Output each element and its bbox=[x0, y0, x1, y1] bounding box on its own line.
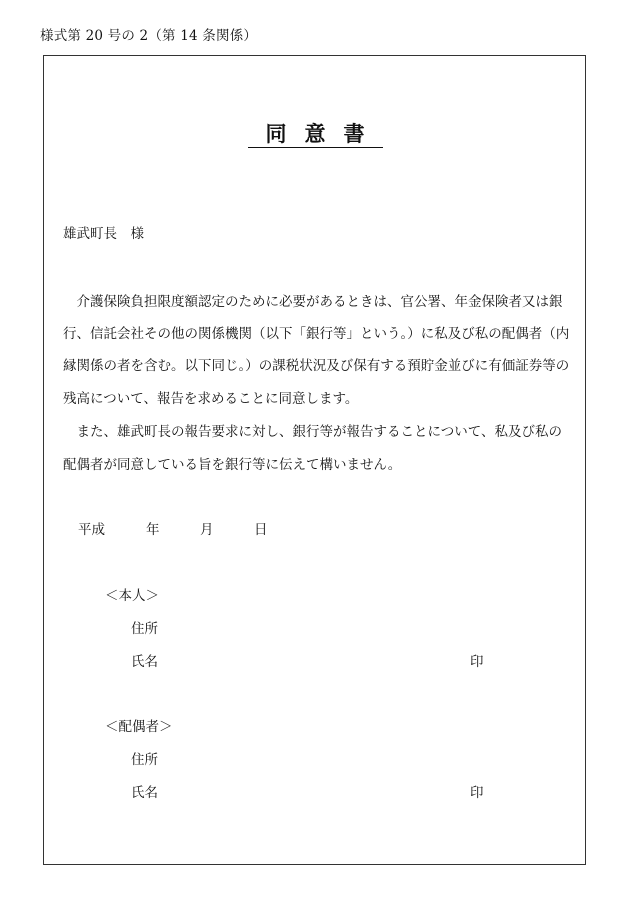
self-seal-mark: 印 bbox=[470, 654, 484, 670]
self-heading: ＜本人＞ bbox=[105, 588, 159, 604]
date-era: 平成 bbox=[78, 522, 105, 538]
self-name-label: 氏名 bbox=[131, 654, 158, 670]
body-line: 残高について、報告を求めることに同意します。 bbox=[63, 391, 359, 407]
body-line: 縁関係の者を含む。以下同じ。）の課税状況及び保有する預貯金並びに有価証券等の bbox=[63, 358, 570, 374]
document-title-text: 同意書 bbox=[248, 121, 383, 148]
body-line: また、雄武町長の報告要求に対し、銀行等が報告することについて、私及び私の bbox=[63, 424, 562, 440]
date-day: 日 bbox=[254, 522, 268, 538]
addressee: 雄武町長 様 bbox=[63, 226, 144, 242]
spouse-address-label: 住所 bbox=[131, 752, 158, 768]
spouse-heading: ＜配偶者＞ bbox=[105, 719, 173, 735]
date-year: 年 bbox=[146, 522, 160, 538]
spouse-seal-mark: 印 bbox=[470, 785, 484, 801]
body-line: 行、信託会社その他の関係機関（以下「銀行等」という。）に私及び私の配偶者（内 bbox=[63, 326, 570, 342]
body-line: 介護保険負担限度額認定のために必要があるときは、官公署、年金保険者又は銀 bbox=[63, 294, 563, 310]
date-month: 月 bbox=[200, 522, 214, 538]
self-address-label: 住所 bbox=[131, 621, 158, 637]
spouse-name-label: 氏名 bbox=[131, 785, 158, 801]
form-number: 様式第 20 号の 2（第 14 条関係） bbox=[40, 28, 258, 44]
body-line: 配偶者が同意している旨を銀行等に伝えて構いません。 bbox=[63, 457, 402, 473]
document-title bbox=[0, 121, 630, 148]
